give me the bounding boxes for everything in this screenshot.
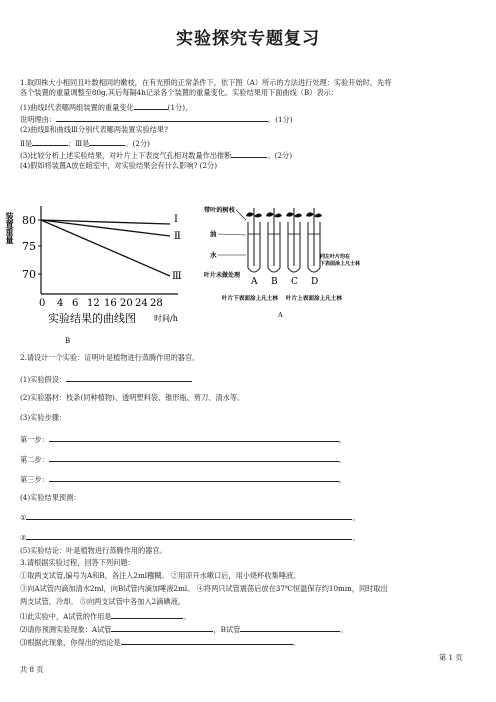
q1-part2-ii-label: Ⅱ是 <box>20 139 33 148</box>
q3-answer-3-blank[interactable] <box>121 636 293 645</box>
q2-step-2-period: 。 <box>338 455 346 464</box>
figure-a-tube-d-label: D <box>311 277 319 287</box>
figure-b-xtick-12: 12 <box>87 298 100 309</box>
q2-step-1-period: 。 <box>338 435 346 444</box>
figure-a-label-untreated: 叶片未做处理 <box>204 272 241 279</box>
q3-answer-1-blank[interactable] <box>111 610 183 619</box>
q1-part2-score: 。(2分) <box>125 139 150 148</box>
q2-prediction-1-label: ① <box>20 513 27 522</box>
q2-prediction: (4)实验结果预测： <box>20 493 81 502</box>
figure-b-caption: 实验结果的曲线图 <box>48 312 136 325</box>
q2-step-1-label: 第一步： <box>20 435 49 444</box>
figure-a-tube-a-label: A <box>251 277 258 287</box>
q1-part1-text: (1)曲线Ⅰ代表哪两组装置的重量变化 <box>20 103 134 112</box>
page-total: 共 8 页 <box>20 665 44 674</box>
figure-a-tube-b <box>266 208 282 272</box>
figure-b-ytick-75: 75 <box>22 240 36 253</box>
figure-b-xtick-6: 6 <box>72 298 79 309</box>
q2-intro: 2.请设计一个实验：证明叶是植物进行蒸腾作用的器官。 <box>20 353 200 362</box>
q2-step-2-blank[interactable] <box>49 453 339 462</box>
q1-part1-score: (1分)， <box>167 103 193 112</box>
q2-prediction-1-blank[interactable] <box>26 511 352 520</box>
figure-b-ytick-70: 70 <box>22 268 36 281</box>
q1-reason-label: 说明理由： <box>20 115 56 124</box>
q2-hypothesis-label: (1)实验假设： <box>20 375 67 384</box>
q2-prediction-2-period: 。 <box>352 533 360 542</box>
figure-b-xtick-24: 24 <box>135 298 148 309</box>
figure-a-label-branch: 带叶的树枝 <box>204 207 235 214</box>
figure-b-ylabel: 装置重量 <box>5 212 15 244</box>
q3-answer-3-period: 。 <box>292 638 300 647</box>
q3-answer-3-label: ⑶根据此现象，你得出的结论是 <box>20 638 121 647</box>
q2-prediction-2 <box>20 531 360 543</box>
q1-part2-iii-label: ；Ⅲ是 <box>68 139 90 148</box>
q3-answer-1-period: 。 <box>183 612 191 621</box>
page-number: 第 1 页 <box>439 653 463 662</box>
q2-step-2-label: 第二步： <box>20 455 49 464</box>
figure-b-xlabel: 时间/h <box>154 314 178 323</box>
figure-a-label-right2: 下表面涂上凡士林 <box>320 261 361 267</box>
q1-part1 <box>20 101 192 113</box>
q1-part1-blank[interactable] <box>134 101 168 110</box>
q1-part3-score: 。(2分) <box>267 151 292 160</box>
figure-a-label-oil: 油 <box>210 230 217 238</box>
q1-part3-blank[interactable] <box>231 149 267 158</box>
figure-b-label-ii: Ⅱ <box>174 231 181 242</box>
figure-b-xtick-4: 4 <box>57 298 64 309</box>
figure-a-label-upper: 叶片上表面涂上凡士林 <box>286 296 342 302</box>
figure-b-curve-graph <box>5 200 193 348</box>
q2-prediction-2-blank[interactable] <box>26 531 352 540</box>
figure-b-xtick-28: 28 <box>150 298 163 309</box>
q2-hypothesis <box>20 373 192 385</box>
q1-part3 <box>20 149 292 161</box>
q3-answer-2-period: 。 <box>340 625 348 634</box>
q2-step-1 <box>20 433 346 445</box>
q3-intro: 3.请根据实验过程，回答下列问题： <box>20 558 135 567</box>
figure-a-tube-c <box>286 208 302 272</box>
q3-answer-2-mid: ，B试管 <box>213 625 241 634</box>
q1-reason <box>20 113 293 125</box>
q1-intro-line2: 各个装置的重量调整至80g,其后每隔4h记录各个装置的重量变化。实验结果用下面曲线（B）表示： <box>20 88 339 97</box>
q2-hypothesis-blank[interactable] <box>66 373 192 382</box>
q2-step-1-blank[interactable] <box>49 433 339 442</box>
q3-answer-3 <box>20 636 300 648</box>
figure-a-apparatus <box>202 200 361 320</box>
figure-b-xtick-20: 20 <box>120 298 133 309</box>
figure-a-tube-b-label: B <box>271 277 278 287</box>
q2-materials: (2)实验器材：枝条(同种植物)、透明塑料袋、锥形瓶、剪刀、清水等。 <box>20 393 245 402</box>
figure-b-label-i: Ⅰ <box>174 214 178 225</box>
q2-step-3-label: 第三步： <box>20 475 49 484</box>
q3-step-line1: ①取两支试管,编号为A和B，各注入2ml糨糊。 ②用凉开水嗽口后，用小烧杯收集唾液。 <box>20 571 301 580</box>
q1-part2-iii-blank[interactable] <box>89 137 125 146</box>
figure-b-label-iii: Ⅲ <box>172 271 182 282</box>
q1-part2-answer <box>20 137 150 149</box>
q3-step-line3: 两支试管，冷却。 ⑤向两支试管中各加入2滴碘液。 <box>20 597 185 606</box>
q3-answer-1 <box>20 610 191 622</box>
figure-a-label-right1: 同左叶片均在 <box>320 254 351 260</box>
q2-prediction-1 <box>20 511 360 523</box>
q2-steps: (3)实验步骤： <box>20 413 67 422</box>
q1-part3-text: (3)比较分析上述实验结果，对叶片上下表皮气孔相对数量作出推断 <box>20 151 232 160</box>
q2-step-3-period: 。 <box>338 475 346 484</box>
q1-part2-ii-blank[interactable] <box>32 137 68 146</box>
q2-step-3 <box>20 473 346 485</box>
figure-b-letter: B <box>65 337 71 345</box>
q1-part2: (2)曲线Ⅱ和曲线Ⅲ分别代表哪两装置实验结果? <box>20 125 169 134</box>
q3-answer-2a-blank[interactable] <box>111 623 213 632</box>
q3-answer-1-label: ⑴此实验中，A试管的作用是 <box>20 612 112 621</box>
q3-answer-2b-blank[interactable] <box>240 623 340 632</box>
figure-a-letter: A <box>278 311 283 319</box>
q2-prediction-1-period: 。 <box>352 513 360 522</box>
q2-step-3-blank[interactable] <box>49 473 339 482</box>
figure-a-tube-c-label: C <box>291 277 298 287</box>
q3-step-line2: ③向A试管内滴加清水2ml，向B试管内滴加唾液2ml。 ④将两只试管震荡后放在37℃恒温保存约10min，同时取出 <box>20 584 388 593</box>
q2-prediction-2-label: ② <box>20 533 27 542</box>
figure-a-label-lower: 叶片下表面涂上凡士林 <box>222 296 278 302</box>
q2-conclusion: (5)实验结论：叶是植物进行蒸腾作用的器官。 <box>20 546 167 555</box>
q3-answer-2 <box>20 623 348 635</box>
q1-part4: (4)假如将装置A放在暗室中，对实验结果会有什么影响? (2分) <box>20 161 218 170</box>
figure-a-label-water: 水 <box>210 251 217 259</box>
q1-reason-blank[interactable] <box>56 113 268 122</box>
q2-step-2 <box>20 453 346 465</box>
figure-a-tube-a <box>246 208 262 272</box>
figure-b-xtick-16: 16 <box>104 298 117 309</box>
figure-b-ytick-80: 80 <box>22 214 36 227</box>
page-title: 实验探究专题复习 <box>176 29 320 49</box>
q3-answer-2-label: ⑵请你预测实验现象：A试管 <box>20 625 112 634</box>
q1-reason-score: 。(1分) <box>267 115 293 124</box>
q1-intro-line1: 1.取四株大小相同且叶数相同的嫩枝，在有光照的正常条件下，依下图（A）所示的方法进行处理：实验开始时，先将 <box>20 78 392 87</box>
figure-b-xtick-0: 0 <box>39 298 46 309</box>
